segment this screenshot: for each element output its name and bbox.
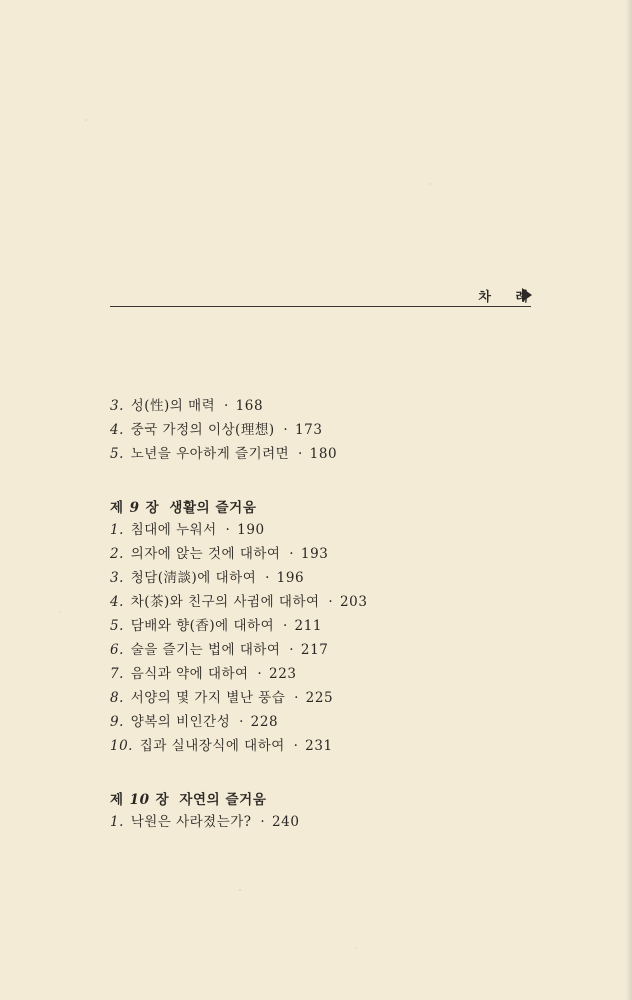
entry-page-number: 203 — [339, 594, 368, 610]
chapter-number: 9 — [129, 500, 140, 516]
toc-entry — [110, 664, 297, 684]
entry-title: 중국 가정의 이상(理想) — [130, 422, 275, 438]
toc-entry — [110, 520, 265, 540]
toc-entry — [110, 688, 333, 708]
entry-page-number: 190 — [237, 522, 265, 538]
entry-number: 5. — [110, 618, 124, 634]
chapter-suffix: 장 — [155, 792, 170, 808]
chapter-prefix: 제 — [110, 500, 124, 516]
toc-entry — [110, 592, 368, 612]
entry-separator: · — [265, 570, 270, 586]
toc-entry — [110, 640, 328, 660]
header-divider — [110, 306, 531, 307]
entry-separator: · — [294, 690, 299, 706]
toc-entry — [110, 736, 333, 756]
entry-separator: · — [282, 618, 288, 634]
chapter-heading — [110, 788, 266, 808]
page-edge-shadow — [626, 0, 632, 1000]
entry-separator: · — [289, 546, 295, 562]
entry-title: 담배와 향(香)에 대하여 — [130, 618, 275, 634]
entry-title: 집과 실내장식에 대하여 — [139, 738, 285, 754]
entry-title: 술을 즐기는 법에 대하여 — [130, 642, 281, 658]
entry-page-number: 240 — [271, 814, 300, 830]
entry-page-number: 231 — [305, 738, 333, 754]
chapter-title: 생활의 즐거움 — [169, 500, 257, 516]
entry-number: 3. — [110, 398, 124, 414]
entry-number: 1. — [110, 522, 124, 538]
entry-page-number: 193 — [300, 546, 329, 562]
chapter-prefix: 제 — [110, 792, 124, 808]
entry-page-number: 217 — [300, 642, 329, 658]
entry-separator: · — [225, 522, 231, 538]
entry-page-number: 196 — [276, 570, 305, 586]
entry-title: 서양의 몇 가지 별난 풍습 — [130, 690, 286, 706]
entry-title: 음식과 약에 대하여 — [130, 666, 249, 682]
toc-entry — [110, 396, 263, 416]
entry-number: 4. — [110, 594, 124, 610]
toc-entry — [110, 616, 322, 636]
toc-entry — [110, 420, 323, 440]
entry-separator: · — [328, 594, 334, 610]
entry-title: 침대에 누워서 — [130, 522, 217, 538]
entry-separator: · — [289, 642, 295, 658]
chapter-heading — [110, 496, 256, 516]
entry-number: 8. — [110, 690, 124, 706]
toc-header-title: 차 례 — [478, 290, 538, 305]
entry-separator: · — [293, 738, 299, 754]
entry-title: 노년을 우아하게 즐기려면 — [130, 446, 290, 462]
entry-title: 낙원은 사라졌는가? — [130, 814, 252, 830]
entry-page-number: 173 — [294, 422, 323, 438]
entry-separator: · — [239, 714, 244, 730]
chapter-title: 자연의 즐거움 — [179, 792, 267, 808]
entry-page-number: 228 — [250, 714, 279, 730]
entry-separator: · — [223, 398, 229, 414]
triangle-right-icon — [522, 288, 532, 302]
entry-number: 5. — [110, 446, 124, 462]
entry-separator: · — [283, 422, 289, 438]
entry-title: 성(性)의 매력 — [130, 398, 216, 414]
entry-number: 7. — [110, 666, 124, 682]
entry-page-number: 223 — [269, 666, 297, 682]
entry-title: 의자에 앉는 것에 대하여 — [130, 546, 281, 562]
chapter-number: 10 — [129, 792, 150, 808]
toc-entry — [110, 712, 278, 732]
entry-number: 10. — [110, 738, 133, 754]
toc-entry — [110, 812, 300, 832]
toc-entry — [110, 444, 337, 464]
entry-number: 1. — [110, 814, 124, 830]
entry-separator: · — [298, 446, 303, 462]
entry-page-number: 225 — [305, 690, 334, 706]
toc-entry — [110, 544, 328, 564]
entry-number: 4. — [110, 422, 124, 438]
entry-page-number: 180 — [309, 446, 338, 462]
entry-number: 3. — [110, 570, 124, 586]
entry-number: 2. — [110, 546, 124, 562]
entry-separator: · — [257, 666, 263, 682]
entry-title: 청담(淸談)에 대하여 — [130, 570, 257, 586]
entry-title: 양복의 비인간성 — [130, 714, 231, 730]
chapter-suffix: 장 — [145, 500, 160, 516]
entry-number: 9. — [110, 714, 124, 730]
toc-entry — [110, 568, 304, 588]
entry-title: 차(茶)와 친구의 사귐에 대하여 — [130, 594, 320, 610]
entry-page-number: 168 — [235, 398, 264, 414]
entry-separator: · — [260, 814, 266, 830]
entry-number: 6. — [110, 642, 124, 658]
entry-page-number: 211 — [294, 618, 323, 634]
